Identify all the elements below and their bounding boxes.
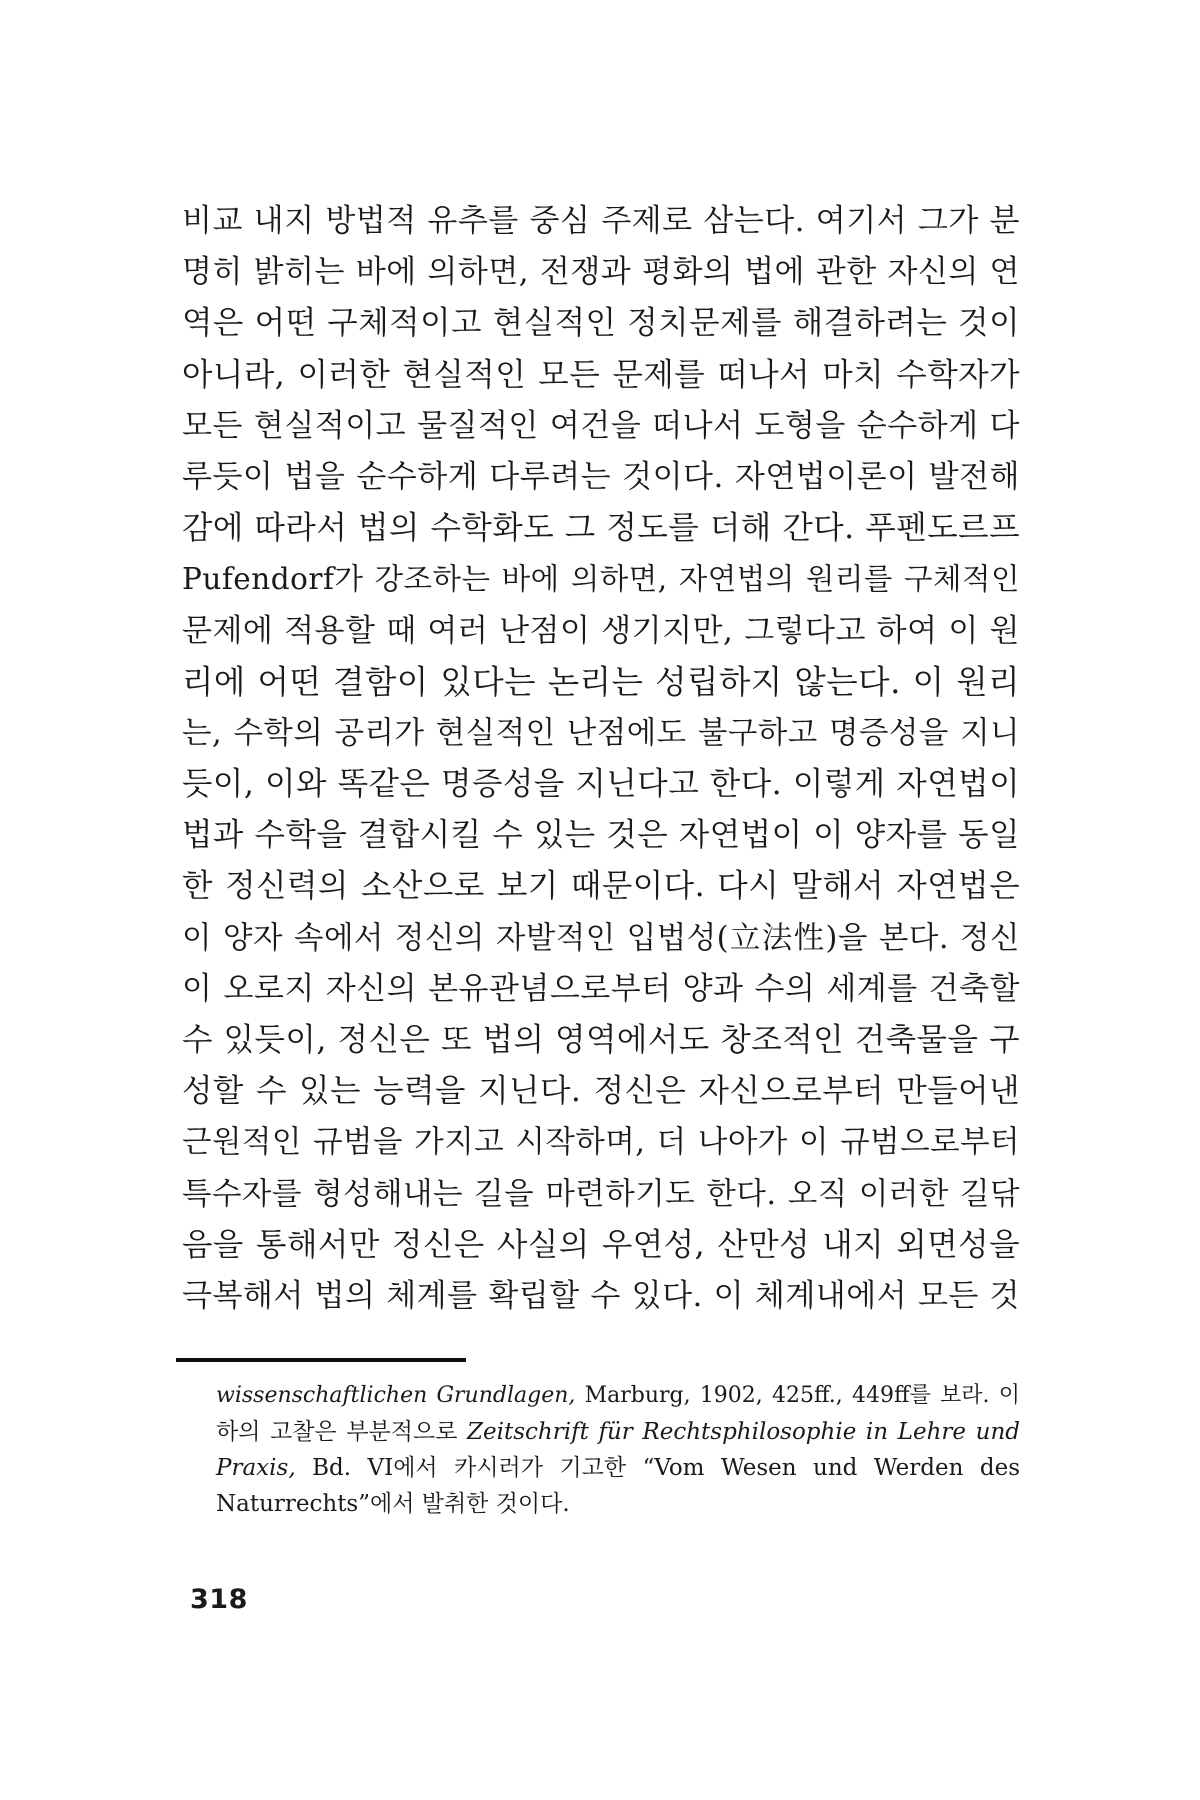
body-line: 음을 통해서만 정신은 사실의 우연성, 산만성 내지 외면성을 [182,1226,1020,1263]
body-line: 이 오로지 자신의 본유관념으로부터 양과 수의 세계를 건축할 [182,970,1020,1007]
footnote-divider [176,1358,466,1362]
footnote-line [216,1414,1020,1450]
footnote-line [216,1450,1020,1486]
footnote-line [216,1378,1020,1414]
body-line: 루듯이 법을 순수하게 다루려는 것이다. 자연법이론이 발전해 [182,458,1020,495]
body-line: 명히 밝히는 바에 의하면, 전쟁과 평화의 법에 관한 자신의 연 [182,254,1020,291]
body-line: 특수자를 형성해내는 길을 마련하기도 한다. 오직 이러한 길닦 [182,1176,1020,1212]
body-line: 비교 내지 방법적 유추를 중심 주제로 삼는다. 여기서 그가 분 [182,203,1020,239]
body-line: 수 있듯이, 정신은 또 법의 영역에서도 창조적인 건축물을 구 [182,1022,1020,1058]
body-line: 극복해서 법의 체계를 확립할 수 있다. 이 체계내에서 모든 것 [182,1277,1020,1314]
footnote-citation: Marburg, 1902, 425ff., 449ff를 보라. 이 [575,1383,1020,1408]
body-line: Pufendorf가 강조하는 바에 의하면, 자연법의 원리를 구체적인 [182,562,1020,597]
footnote-line: Naturrechts”에서 발취한 것이다. [216,1491,570,1517]
body-line: 문제에 적용할 때 여러 난점이 생기지만, 그렇다고 하여 이 원 [182,612,1020,649]
body-line: 감에 따라서 법의 수학화도 그 정도를 더해 간다. 푸펜도르프 [182,510,1020,547]
body-line: 아니라, 이러한 현실적인 모든 문제를 떠나서 마치 수학자가 [182,356,1020,393]
body-line: 한 정신력의 소산으로 보기 때문이다. 다시 말해서 자연법은 [182,868,1020,905]
footnote-book-title: wissenschaftlichen Grundlagen, [216,1383,576,1408]
footnote-journal-title: Zeitschrift für Rechtsphilosophie in Lehre und [467,1419,1020,1445]
body-line: 근원적인 규범을 가지고 시작하며, 더 나아가 이 규범으로부터 [182,1125,1020,1161]
body-line: 역은 어떤 구체적이고 현실적인 정치문제를 해결하려는 것이 [182,305,1020,342]
footnote-journal-title-end: Praxis, [216,1455,296,1481]
footnote-text: 하의 고찰은 부분적으로 [216,1419,468,1445]
footnote-text: Bd. VI에서 카시러가 기고한 “Vom Wesen und Werden des [295,1455,1020,1481]
body-line: 는, 수학의 공리가 현실적인 난점에도 불구하고 명증성을 지니 [182,715,1020,751]
body-line: 듯이, 이와 똑같은 명증성을 지닌다고 한다. 이렇게 자연법이 [182,766,1020,803]
body-line: 법과 수학을 결합시킬 수 있는 것은 자연법이 이 양자를 동일 [182,817,1020,854]
footnote [216,1378,1020,1522]
body-line: 이 양자 속에서 정신의 자발적인 입법성(立法性)을 본다. 정신 [182,920,1020,956]
body-line: 성할 수 있는 능력을 지닌다. 정신은 자신으로부터 만들어낸 [182,1073,1020,1110]
body-line: 리에 어떤 결함이 있다는 논리는 성립하지 않는다. 이 원리 [182,662,1020,701]
page-number: 318 [190,1584,248,1615]
body-line: 모든 현실적이고 물질적인 여건을 떠나서 도형을 순수하게 다 [182,407,1020,444]
body-text [182,196,1020,1322]
